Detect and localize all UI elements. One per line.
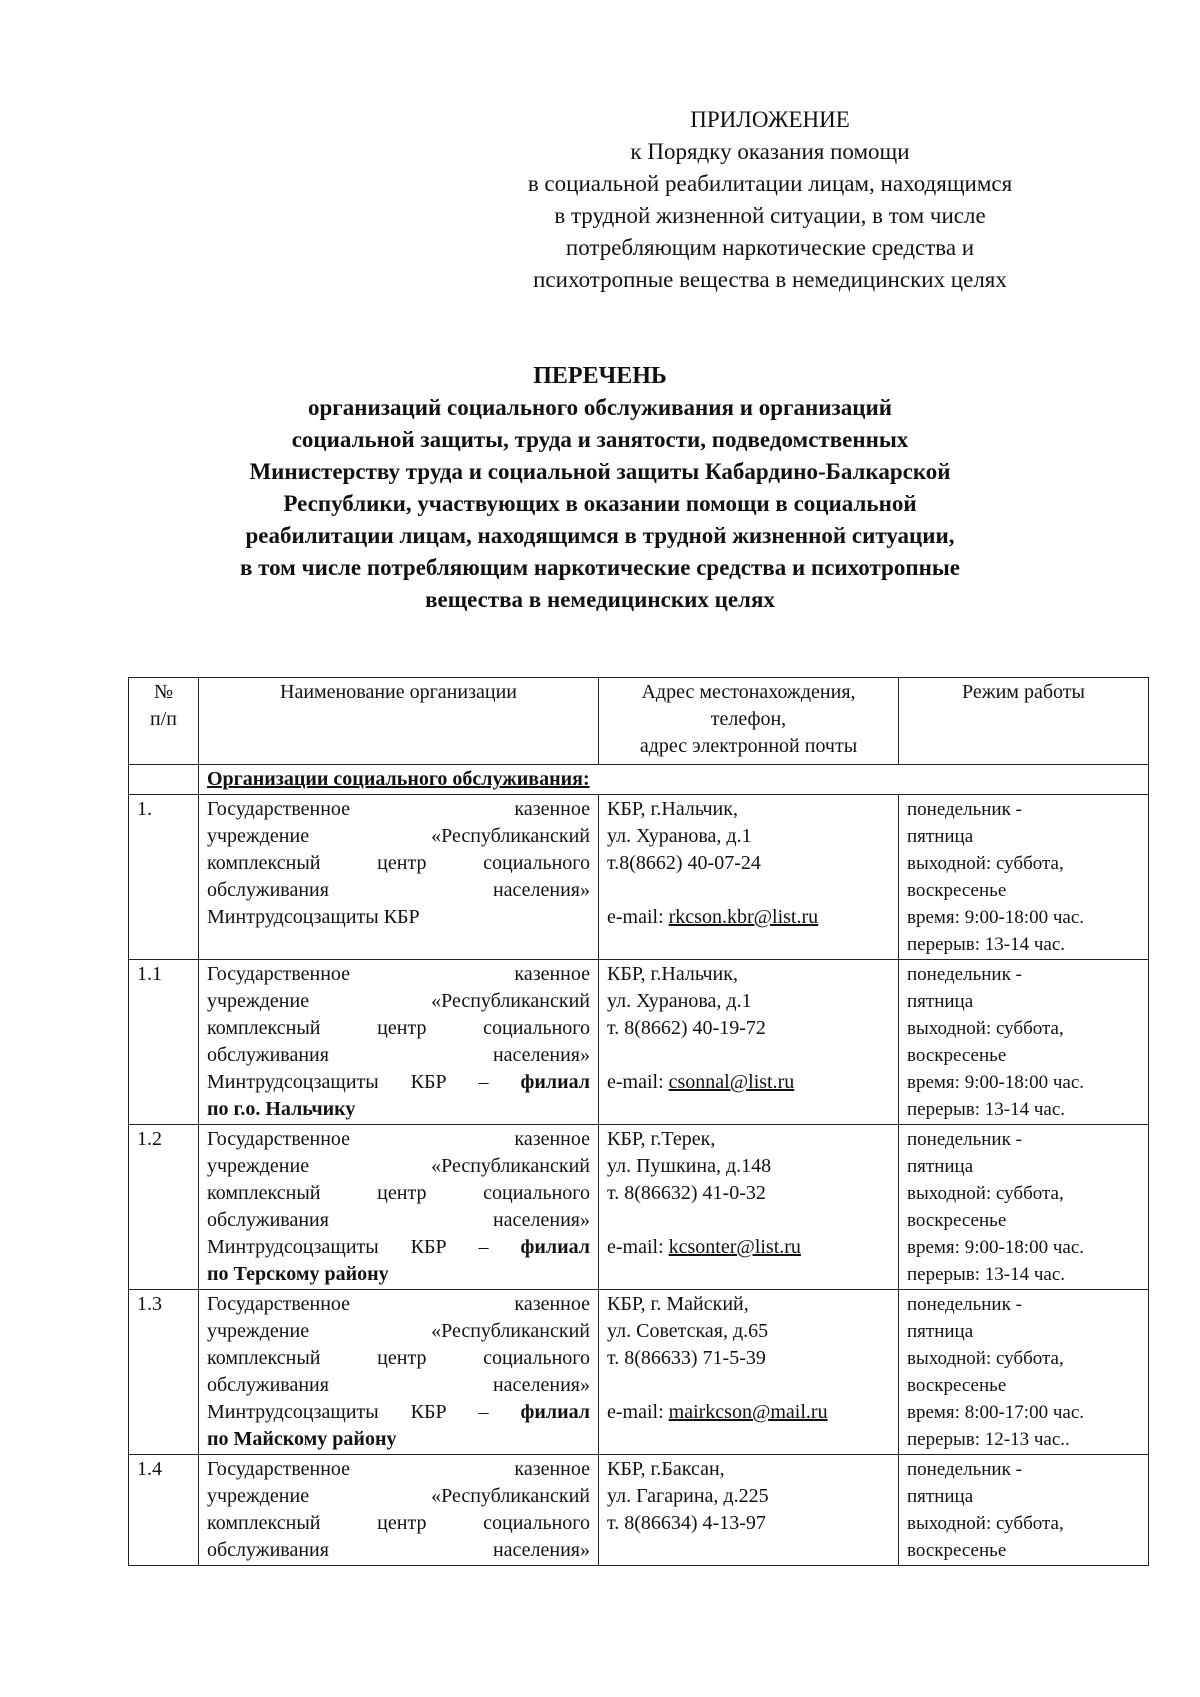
heading-line: социальной защиты, труда и занятости, подведомственных <box>291 427 909 452</box>
email-link[interactable]: csonnal@list.ru <box>668 1071 795 1093</box>
heading-line: в том числе потребляющим наркотические средства и психотропные <box>239 555 961 580</box>
table-row <box>129 795 1149 960</box>
heading-line: вещества в немедицинских целях <box>425 587 775 612</box>
appendix-line: психотропные вещества в немедицинских целях <box>533 267 1007 292</box>
appendix-line: потребляющим наркотические средства и <box>565 235 975 260</box>
email-link[interactable]: mairkcson@mail.ru <box>668 1401 828 1423</box>
org-address: КБР, г.Нальчик, ул. Хуранова, д.1 т.8(8662) 40-07-24 e-mail: rkcson.kbr@list.ru <box>599 795 899 960</box>
org-schedule: понедельник - пятница выходной: суббота, воскресенье время: 9:00-18:00 час. перерыв: 13-14 час. <box>899 960 1149 1125</box>
table-row <box>129 1290 1149 1455</box>
table-header-row <box>129 678 1149 765</box>
section-title: Организации социального обслуживания: <box>199 765 1149 795</box>
appendix-line: в трудной жизненной ситуации, в том числе <box>554 203 986 228</box>
table-row <box>129 1125 1149 1290</box>
organizations-table <box>128 677 1149 1566</box>
org-schedule: понедельник - пятница выходной: суббота, воскресенье время: 9:00-18:00 час. перерыв: 13-14 час. <box>899 795 1149 960</box>
row-number: 1.1 <box>129 960 199 1125</box>
org-name: Государственное казенное учреждение «Республиканский комплексный центр социального обслуживания населения» Минтрудсоцзащиты КБР – филиал по Терскому району <box>199 1125 599 1290</box>
row-number: 1.3 <box>129 1290 199 1455</box>
row-number: 1.4 <box>129 1455 199 1566</box>
email-link[interactable]: rkcson.kbr@list.ru <box>668 906 819 928</box>
header-schedule: Режим работы <box>899 678 1149 765</box>
row-number: 1. <box>129 795 199 960</box>
org-name: Государственное казенное учреждение «Республиканский комплексный центр социального обслуживания населения» <box>199 1455 599 1566</box>
header-address: Адрес местонахождения, телефон, адрес электронной почты <box>599 678 899 765</box>
heading-line: реабилитации лицам, находящимся в трудной жизненной ситуации, <box>245 523 955 548</box>
header-number: № п/п <box>129 678 199 765</box>
header-name: Наименование организации <box>199 678 599 765</box>
org-name: Государственное казенное учреждение «Республиканский комплексный центр социального обслуживания населения» Минтрудсоцзащиты КБР <box>199 795 599 960</box>
org-address: КБР, г.Терек, ул. Пушкина, д.148 т. 8(86632) 41-0-32 e-mail: kcsonter@list.ru <box>599 1125 899 1290</box>
org-schedule: понедельник - пятница выходной: суббота, воскресенье <box>899 1455 1149 1566</box>
section-row <box>129 765 1149 795</box>
org-name: Государственное казенное учреждение «Республиканский комплексный центр социального обслуживания населения» Минтрудсоцзащиты КБР – филиал по Майскому району <box>199 1290 599 1455</box>
document-heading <box>150 360 1050 616</box>
heading-line: Министерству труда и социальной защиты Кабардино-Балкарской <box>249 459 951 484</box>
row-number: 1.2 <box>129 1125 199 1290</box>
heading-line: организаций социального обслуживания и организаций <box>308 395 892 420</box>
org-schedule: понедельник - пятница выходной: суббота, воскресенье время: 9:00-18:00 час. перерыв: 13-14 час. <box>899 1125 1149 1290</box>
org-address: КБР, г.Баксан, ул. Гагарина, д.225 т. 8(86634) 4-13-97 <box>599 1455 899 1566</box>
org-name: Государственное казенное учреждение «Республиканский комплексный центр социального обслуживания населения» Минтрудсоцзащиты КБР – филиал по г.о. Нальчику <box>199 960 599 1125</box>
appendix-line: в социальной реабилитации лицам, находящимся <box>527 171 1013 196</box>
org-address: КБР, г. Майский, ул. Советская, д.65 т. 8(86633) 71-5-39 e-mail: mairkcson@mail.ru <box>599 1290 899 1455</box>
table-row <box>129 1455 1149 1566</box>
document-title: ПЕРЕЧЕНЬ <box>533 363 667 389</box>
table-row <box>129 960 1149 1125</box>
org-schedule: понедельник - пятница выходной: суббота, воскресенье время: 8:00-17:00 час. перерыв: 12-13 час.. <box>899 1290 1149 1455</box>
appendix-line: к Порядку оказания помощи <box>630 139 910 164</box>
heading-line: Республики, участвующих в оказании помощи в социальной <box>283 491 917 516</box>
appendix-line: ПРИЛОЖЕНИЕ <box>690 107 850 132</box>
org-address: КБР, г.Нальчик, ул. Хуранова, д.1 т. 8(8662) 40-19-72 e-mail: csonnal@list.ru <box>599 960 899 1125</box>
appendix-block <box>440 104 1100 296</box>
email-link[interactable]: kcsonter@list.ru <box>668 1236 801 1258</box>
